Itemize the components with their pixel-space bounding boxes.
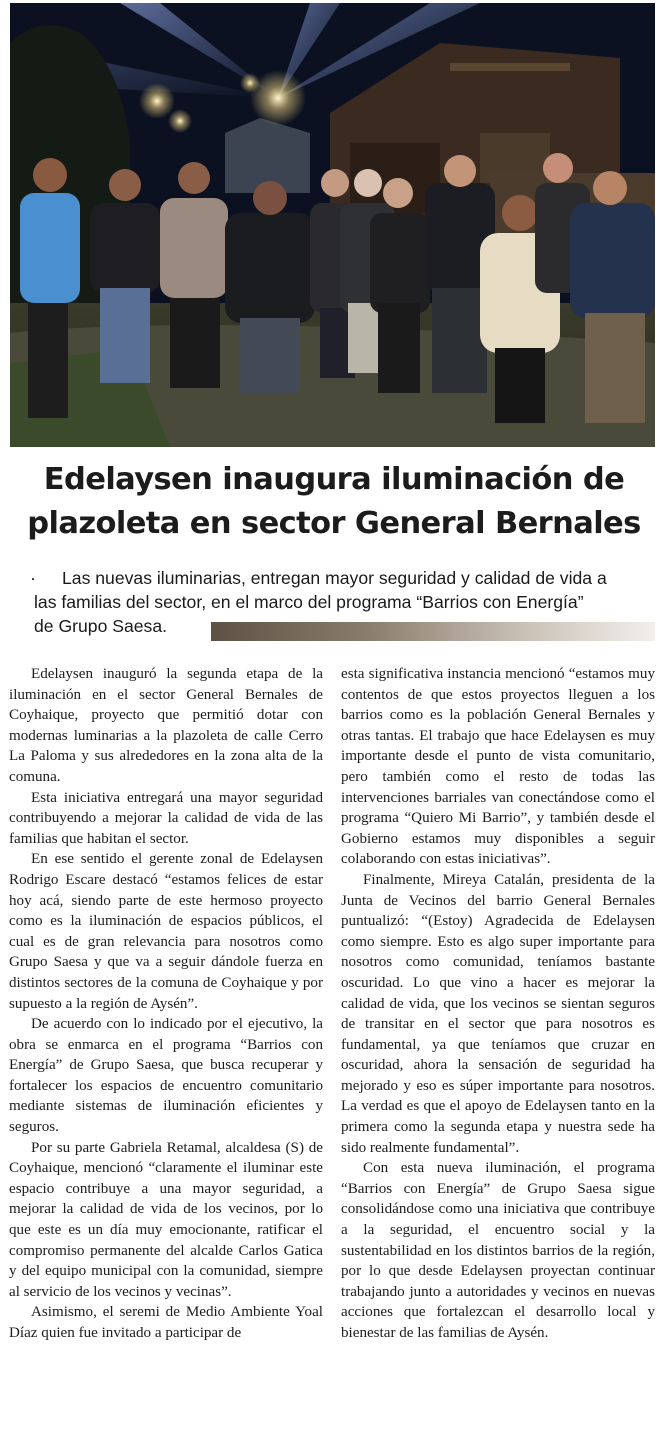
headline-line-1: Edelaysen inaugura iluminación de bbox=[43, 462, 625, 497]
street-lamp bbox=[240, 73, 260, 93]
headline-line-2: plazoleta en sector General Bernales bbox=[27, 506, 641, 541]
subtitle-bullet: · bbox=[30, 568, 36, 588]
paragraph: Por su parte Gabriela Retamal, alcaldesa (S) de Coyhaique, mencionó “claramente el iluminar este espacio contribuye a una mayor seguridad, a mejorar la calidad de vida de los vecinos, por lo que este es un día muy emocionante, ratificar el compromiso permanente del alcalde Carlos Gatica y del equipo municipal con la comunidad, siempre al servicio de los vecinos y vecinas”. bbox=[9, 1139, 323, 1300]
paragraph: De acuerdo con lo indicado por el ejecutivo, la obra se enmarca en el programa “Barrios con Energía” de Grupo Saesa, que busca recuperar y fortalecer los espacios de encuentro comunitario mediante sistemas de iluminación eficientes y seguros. bbox=[9, 1016, 323, 1136]
decorative-gradient-bar bbox=[211, 622, 655, 641]
paragraph: Esta iniciativa entregará una mayor seguridad contribuyendo a mejorar la calidad de vida de las familias que habitan el sector. bbox=[9, 789, 323, 847]
paragraph: En ese sentido el gerente zonal de Edelaysen Rodrigo Escare destacó “estamos felices de estar hoy acá, siendo parte de este hermoso proyecto como es la iluminación de espacios públicos, el cual es de gran relevancia para nosotros como Grupo Saesa y que va a seguir dándole fuerza en distintos sectores de la comuna de Coyhaique y por supuesto a la región de Aysén”. bbox=[9, 851, 323, 1012]
subtitle-line-1: Las nuevas iluminarias, entregan mayor seguridad y calidad de vida a bbox=[62, 568, 607, 588]
article-photo bbox=[10, 3, 655, 447]
paragraph: Asimismo, el seremi de Medio Ambiente Yoal Díaz quien fue invitado a participar de bbox=[9, 1304, 323, 1341]
night-group-photo bbox=[10, 3, 655, 447]
paragraph: Edelaysen inauguró la segunda etapa de la iluminación en el sector General Bernales de Coyhaique, proyecto que permitió dotar con modernas luminarias a la plazoleta de calle Cerro La Paloma y sus alrededores en la zona alta de la comuna. bbox=[9, 666, 323, 785]
paragraph: Con esta nueva iluminación, el programa “Barrios con Energía” de Grupo Saesa sigue consolidándose como una iniciativa que contribuye a la seguridad, el encuentro social y la sustentabilidad en los distintos barrios de la región, por lo que desde Edelaysen proyectan continuar trabajando junto a autoridades y vecinos en nuevas acciones que fortalezcan el desarrollo local y bienestar de las familias de Aysén. bbox=[341, 1160, 655, 1341]
article-column-right bbox=[341, 664, 655, 1344]
article-column-left bbox=[9, 664, 323, 1344]
street-lamp bbox=[139, 83, 175, 119]
paragraph-continued: esta significativa instancia mencionó “estamos muy contentos de que estos proyectos lleguen a los barrios como es la población General Bernales y otras tantas. El trabajo que hace Edelaysen es muy importante desde el punto de vista comunitario, pero también como el resto de todas las intervenciones barriales van conectándose como el programa “Quiero Mi Barrio”, y también desde el Gobierno estamos muy disponibles a seguir colaborando con estas iniciativas”. bbox=[341, 666, 655, 868]
article-headline bbox=[0, 458, 668, 546]
subtitle-line-2: las familias del sector, en el marco del programa “Barrios con Energía” bbox=[34, 592, 584, 612]
street-lamp bbox=[168, 109, 192, 133]
paragraph: Finalmente, Mireya Catalán, presidenta de la Junta de Vecinos del barrio General Bernales puntualizó: “(Estoy) Agradecida de Edelaysen como siempre. Esto es algo super importante para nosotros como comunidad, teníamos bastante oscuridad. Lo que vino a hacer es mejorar la calidad de vida, que los vecinos se sientan seguros de transitar en el sector que para nosotros es fundamental, ya que teníamos que cruzar en oscuridad, ahora la sensación de seguridad ha mejorado y eso es súper importante para nosotros. La verdad es que el apoyo de Edelaysen tanto en la primera como la segunda etapa y nuestra sede ha sido realmente fundamental”. bbox=[341, 871, 655, 1156]
subtitle-line-3: de Grupo Saesa. bbox=[34, 616, 168, 636]
